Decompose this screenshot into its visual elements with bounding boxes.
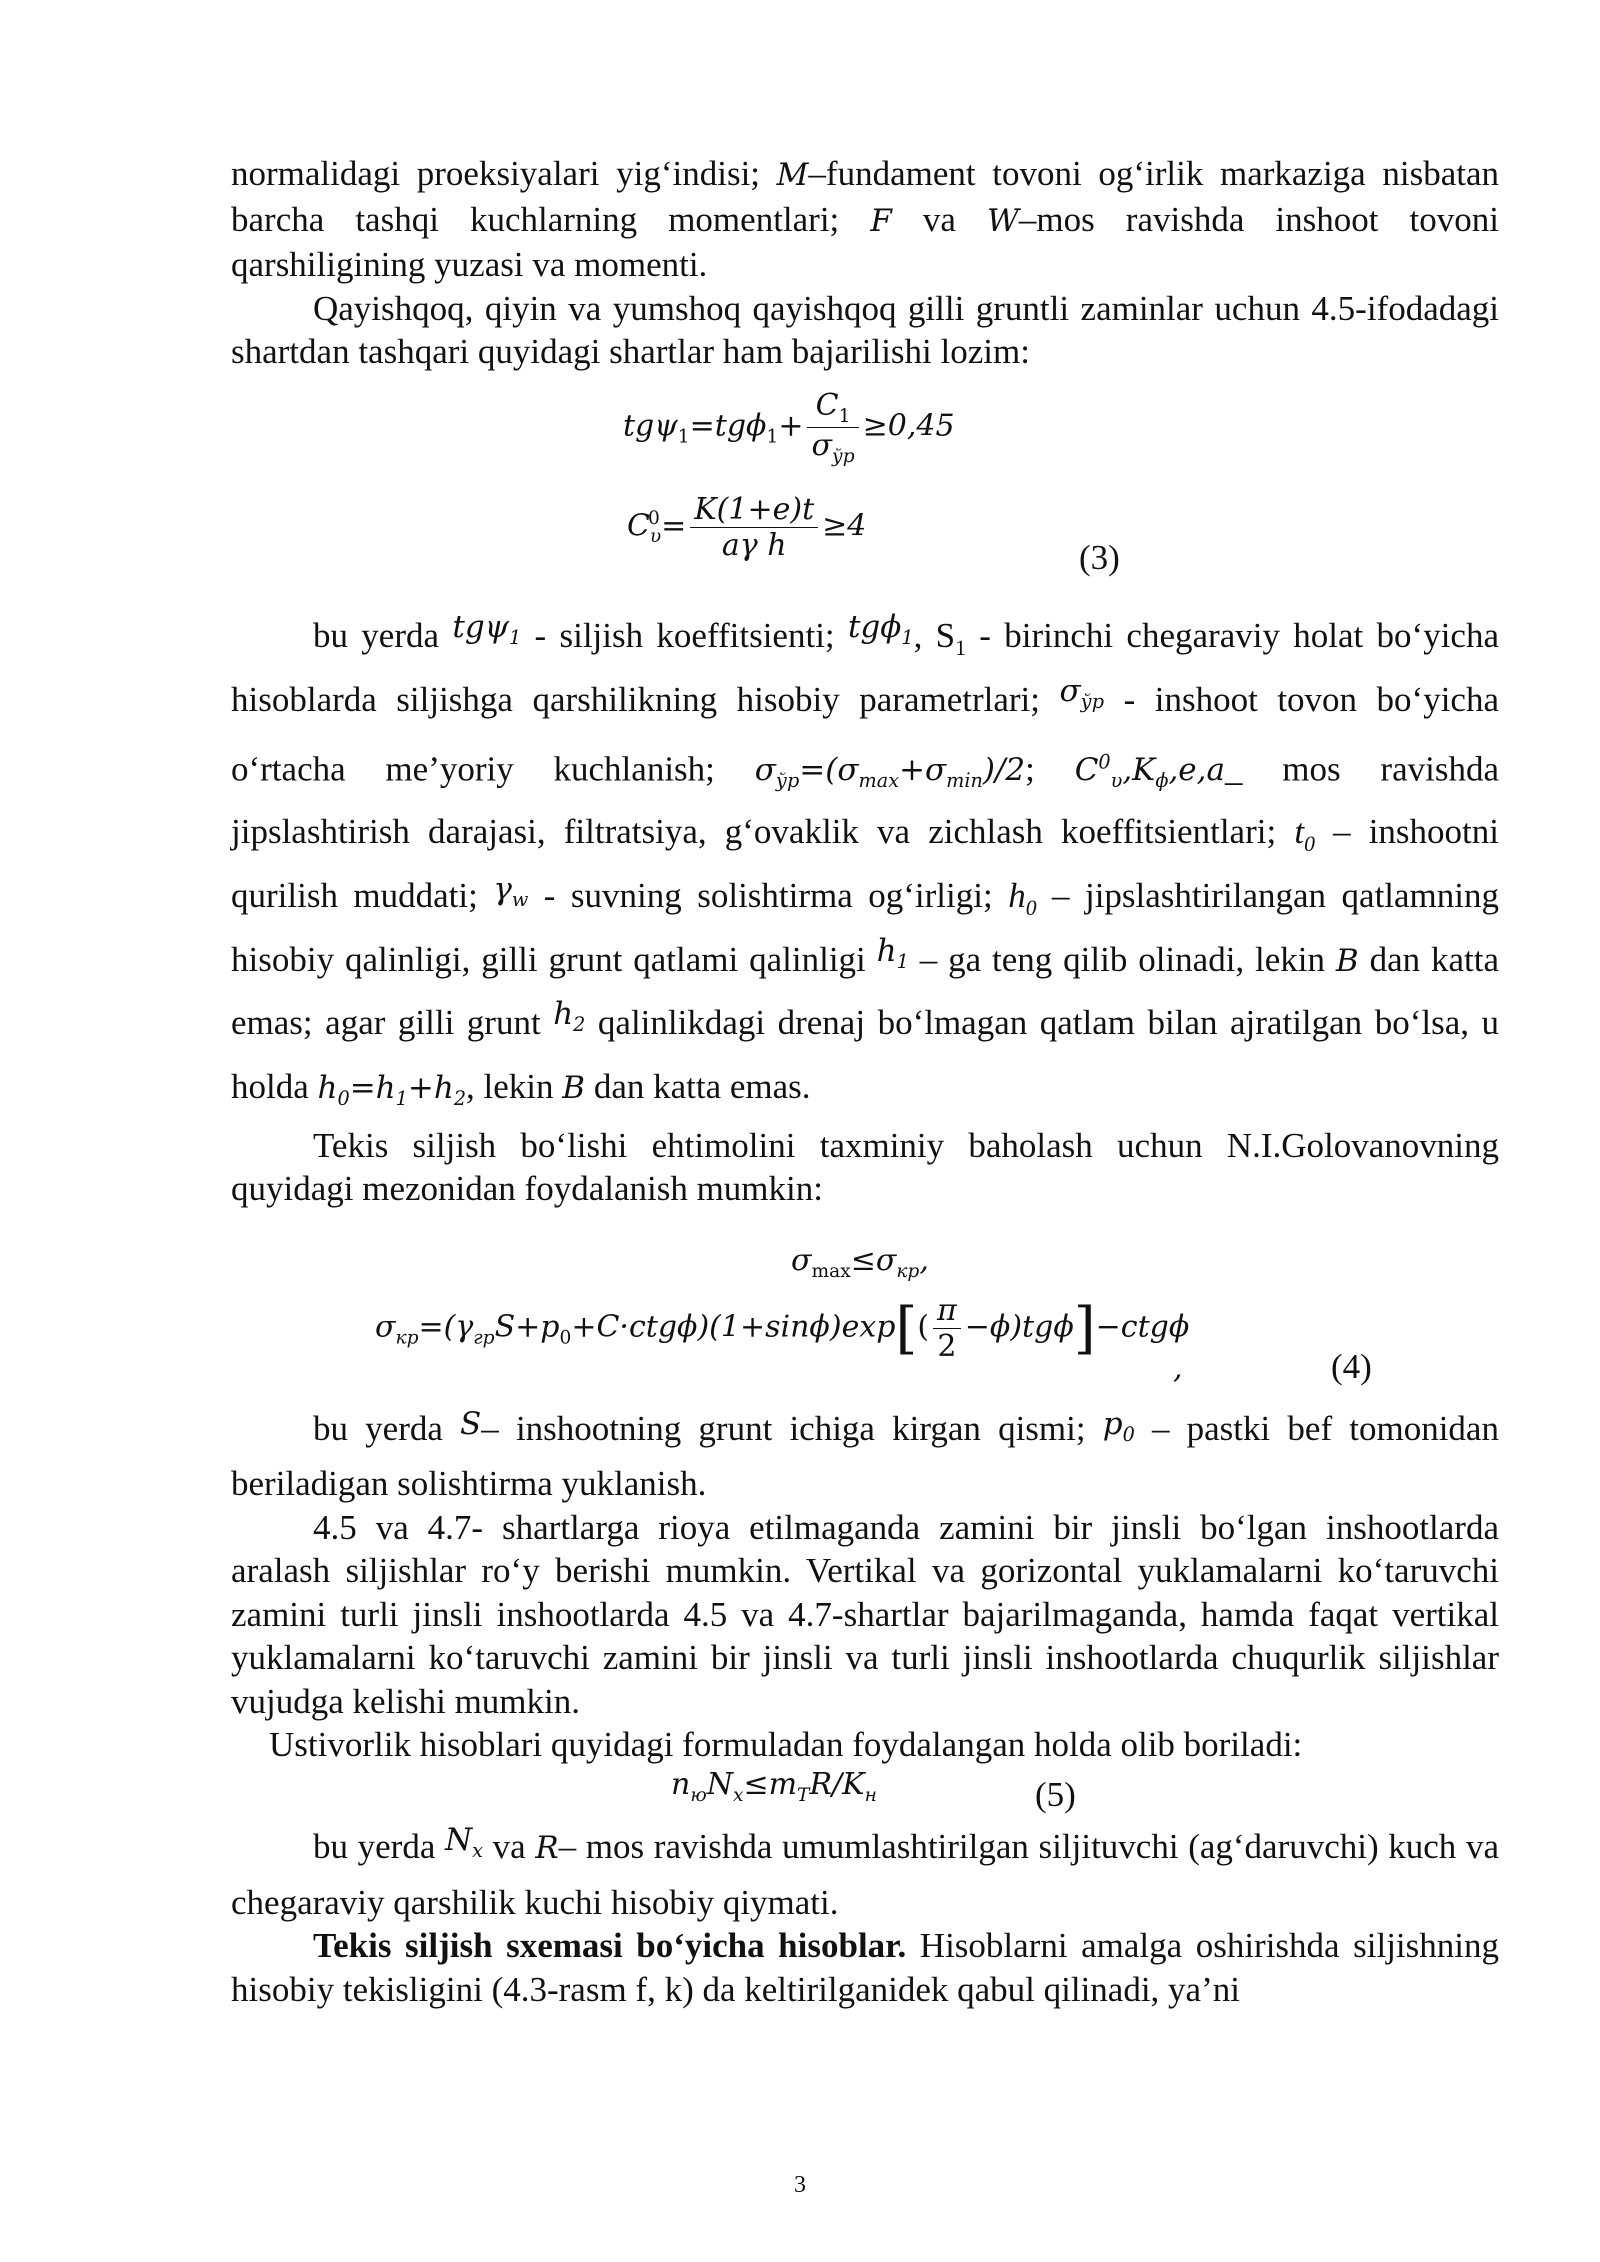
equation-3 xyxy=(231,374,1499,610)
paragraph-2: Qayishqoq, qiyin va yumshoq qayishqoq gilli gruntli zaminlar uchun 4.5-ifodadagi shartdan tashqari quyidagi shartlar ham bajarilishi lozim: xyxy=(231,288,1499,371)
equation-3-line-2: $C^0_\upsilon=$ $\frac{K(1+e)t}{\text{aγ h}}$ ≥4 xyxy=(627,491,867,563)
equation-4-line-2: $\sigma_{кр}=(\gamma_{гр}S+p_0+C\cdot ctg\phi)(1+\sin\phi)\exp$[( $\frac{\pi}{2}$ −ϕ)tgϕ]−ctgϕ xyxy=(375,1292,1190,1364)
text: –fundament tovoni og‘irlik markaziga nisbatan barcha tashqi kuchlarning momentlari; xyxy=(231,154,1499,239)
equation-5-formula: $n_юN_x\le m_TR/K_н$ xyxy=(671,1766,877,1806)
symbol-M: M xyxy=(776,157,809,193)
symbol-F: F xyxy=(870,202,892,239)
equation-3-line-1: tgψ$_1$=tgϕ$_1$+ $\frac{C_1}{\sigma_{ўр}}$ ≥0,45 xyxy=(623,387,955,467)
paragraph-5: bu yerda S– inshootning grunt ichiga kirgan qismi; $p_0$ – pastki bef tomonidan beriladigan solishtirma yuklanish. xyxy=(231,1405,1499,1504)
equation-3-number: (3) xyxy=(1079,537,1120,577)
equation-4-number: (4) xyxy=(1331,1346,1372,1386)
text: –mos ravishda inshoot tovoni qarshiligining yuzasi va momenti. xyxy=(231,199,1499,284)
paragraph-9: Tekis siljish sxemasi bo‘yicha hisoblar. Hisoblarni amalga oshirishda siljishning hisobiy tekisligini (4.3-rasm f, k) da keltirilganidek qabul qilinadi, ya’ni xyxy=(231,1926,1499,2009)
equation-5 xyxy=(231,1767,1499,1819)
symbol-W: W xyxy=(987,202,1019,239)
equation-4 xyxy=(231,1211,1499,1407)
text: va xyxy=(891,199,988,239)
paragraph-1 xyxy=(231,152,1499,287)
equation-4-comma: , xyxy=(1173,1350,1183,1386)
paragraph-7: Ustivorlik hisoblari quyidagi formuladan foydalangan holda olib boriladi: xyxy=(269,1725,1303,1765)
paragraph-3: bu yerda tgψ$_1$ - siljish koeffitsienti; tgϕ$_1$, $S_1$ - birinchi chegaraviy holat bo‘yicha hisoblarda siljishga qarshilikning hisobiy parametrlari; $\sigma_{ўр}$ - inshoot tovon bo‘yicha o‘rtacha me’yoriy kuchlanish; $\sigma_{ўр}=(\sigma_{max}+\sigma_{min})/2$; $C^0_\upsilon,K_\phi,e,a\_$ mos ravishda jipslashtirish darajasi, filtratsiya, g‘ovaklik va zichlash koeffitsientlari; $t_0$ – inshootni qurilish muddati; $\gamma_w$ - suvning solishtirma og‘irligi; $h_0$ – jipslashtirilangan qatlamning hisobiy qalinligi, gilli grunt qatlami qalinligi $h_1$ – ga teng qilib olinadi, lekin B dan katta emas; agar gilli grunt $h_2$ qalinlikdagi drenaj bo‘lmagan qatlam bilan ajratilgan bo‘lsa, u holda $h_0=h_1+h_2$, lekin B dan katta emas. xyxy=(231,608,1500,1110)
paragraph-4: Tekis siljish bo‘lishi ehtimolini taxminiy baholash uchun N.I.Golovanovning quyidagi mezonidan foydalanish mumkin: xyxy=(231,1125,1499,1209)
document-page xyxy=(231,152,1499,2011)
text: normalidagi proeksiyalari yig‘indisi; xyxy=(231,154,777,193)
paragraph-6: 4.5 va 4.7- shartlarga rioya etilmaganda zamini bir jinsli bo‘lgan inshootlarda aralash siljishlar ro‘y berishi mumkin. Vertikal va gorizontal yuklamalarni ko‘taruvchi zamini turli jinsli inshootlarda 4.5 va 4.7-shartlar bajarilmaganda, hamda faqat vertikal yuklamalarni ko‘taruvchi zamini bir jinsli va turli jinsli inshootlarda chuqurlik siljishlar vujudga kelishi mumkin. xyxy=(231,1507,1499,1721)
section-heading: Tekis siljish sxemasi bo‘yicha hisoblar. xyxy=(313,1926,907,1966)
equation-4-line-1: $\sigma_{max}\le\sigma_{кр}$, xyxy=(791,1242,929,1282)
paragraph-8: bu yerda $N_x$ va R– mos ravishda umumlashtirilgan siljituvchi (ag‘daruvchi) kuch va chegaraviy qarshilik kuchi hisobiy qiymati. xyxy=(231,1821,1499,1922)
equation-5-number: (5) xyxy=(1035,1774,1076,1814)
page-number: 3 xyxy=(794,2172,806,2198)
